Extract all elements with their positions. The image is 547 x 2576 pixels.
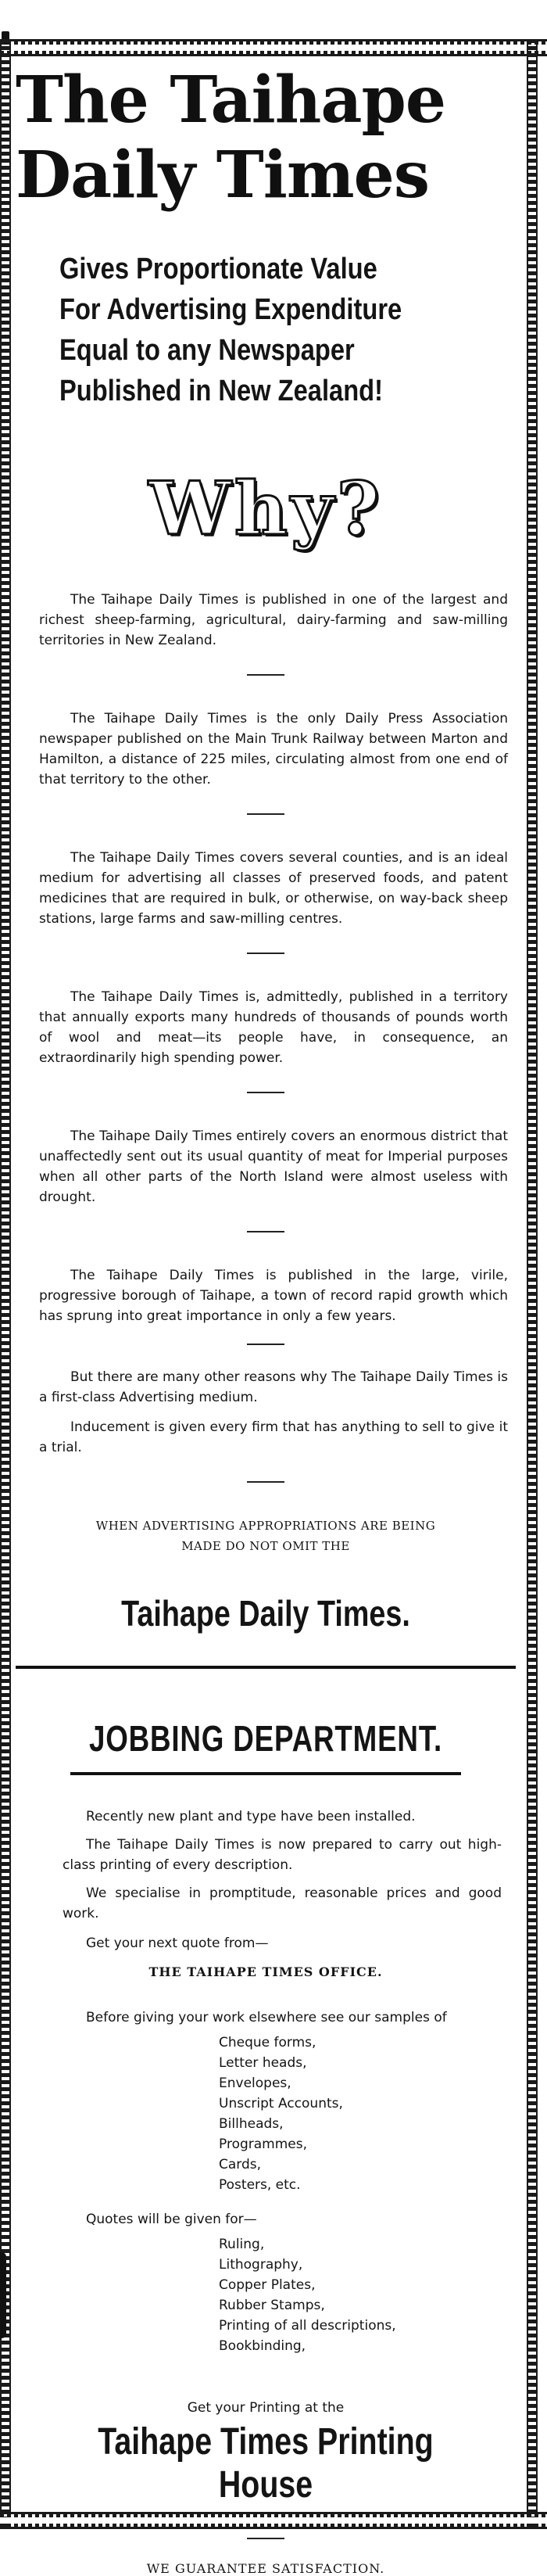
advertisement-body [16, 63, 516, 2576]
divider [247, 1481, 284, 1483]
jobbing-paragraph: We specialise in promptitude, reasonable prices and good work. [63, 1885, 502, 1921]
divider [247, 2538, 284, 2539]
note-line: MADE DO NOT OMIT THE [181, 1539, 350, 1553]
quotes-intro: Quotes will be given for— [86, 2212, 257, 2227]
jobbing-paragraph: The Taihape Daily Times is now prepared to carry out high-class printing of every description. [63, 1837, 502, 1873]
list-item: Printing of all descriptions, [219, 2318, 396, 2334]
right-ornamental-border [527, 39, 538, 2529]
top-ornamental-border [0, 39, 547, 56]
reason-paragraph: The Taihape Daily Times is the only Daily Press Association newspaper published on the Main Trunk Railway between Marton and Hamilton, a distance of 225 miles, circulating almost from one end of that territory to the other. [39, 711, 508, 788]
list-item: Rubber Stamps, [219, 2298, 325, 2313]
jobbing-paragraph: Recently new plant and type have been installed. [86, 1809, 416, 1824]
list-item: Letter heads, [219, 2055, 307, 2071]
reason-paragraph: The Taihape Daily Times covers several counties, and is an ideal medium for advertising all classes of preserved foods, and patent medicines that are required in bulk, or otherwise, on way-back sheep stations, large farms and saw-milling centres. [39, 850, 508, 927]
appropriations-note [31, 1516, 500, 1556]
divider [247, 674, 284, 676]
list-item: Unscript Accounts, [219, 2096, 343, 2111]
get-printing-line: Get your Printing at the [187, 2400, 345, 2416]
side-print-mark [0, 2252, 6, 2338]
quote-line: Get your next quote from— [86, 1936, 269, 1951]
reason-paragraph: The Taihape Daily Times is, admittedly, published in a territory that annually exports many hundreds of thousands of pounds worth of wool and meat—its people have, in consequence, an extraordinarily high spending power. [39, 989, 508, 1066]
tagline-line: Gives Proportionate Value [59, 253, 377, 285]
list-item: Ruling, [219, 2237, 265, 2252]
why-heading: Why? [148, 466, 383, 552]
paper-name: Taihape Daily Times. [121, 1593, 410, 1634]
masthead-line-2: Daily Times [16, 138, 430, 213]
list-item: Cheque forms, [219, 2035, 316, 2050]
tagline-line: For Advertising Expenditure [59, 293, 402, 326]
divider [247, 953, 284, 954]
reason-paragraph: The Taihape Daily Times entirely covers an enormous district that unaffectedly sent out its usual quantity of meat for Imperial purposes when all other parts of the North Island were almost useless with drought. [39, 1128, 508, 1205]
closing-paragraph: But there are many other reasons why The Taihape Daily Times is a first-class Advertising medium. [39, 1369, 508, 1405]
list-item: Programmes, [219, 2137, 308, 2152]
divider [247, 1092, 284, 1093]
closing-paragraph: Inducement is given every firm that has anything to sell to give it a trial. [39, 1419, 508, 1455]
list-item: Posters, etc. [219, 2177, 301, 2193]
reason-paragraph: The Taihape Daily Times is published in one of the largest and richest sheep-farming, agricultural, dairy-farming and saw-milling territories in New Zealand. [39, 592, 508, 648]
note-line: WHEN ADVERTISING APPROPRIATIONS ARE BEING [95, 1519, 436, 1533]
samples-intro: Before giving your work elsewhere see our samples of [86, 2010, 447, 2025]
quotes-list [219, 2234, 516, 2356]
masthead-line-1: The Taihape [16, 63, 446, 138]
divider [247, 1344, 284, 1345]
jobbing-underline [70, 1772, 461, 1775]
tagline [59, 249, 543, 411]
tagline-line: Equal to any Newspaper [59, 334, 355, 367]
jobbing-heading: JOBBING DEPARTMENT. [88, 1718, 443, 1759]
list-item: Lithography, [219, 2257, 303, 2273]
section-rule [16, 1666, 516, 1669]
divider [247, 813, 284, 815]
masthead [16, 63, 516, 213]
list-item: Bookbinding, [219, 2338, 306, 2354]
left-ornamental-border [0, 39, 11, 2529]
divider [247, 1231, 284, 1232]
guarantee-line: WE GUARANTEE SATISFACTION. [146, 2561, 385, 2576]
tagline-line: Published in New Zealand! [59, 375, 384, 407]
list-item: Envelopes, [219, 2076, 291, 2091]
reason-paragraph: The Taihape Daily Times is published in the large, virile, progressive borough of Taihape, a town of record rapid growth which has sprung into great importance in only a few years. [39, 1268, 508, 1324]
samples-list [219, 2032, 516, 2195]
list-item: Cards, [219, 2157, 262, 2172]
list-item: Copper Plates, [219, 2277, 316, 2293]
list-item: Billheads, [219, 2116, 284, 2132]
printing-house-name: Taihape Times Printing House [98, 2421, 434, 2506]
office-name: THE TAIHAPE TIMES OFFICE. [148, 1964, 383, 1979]
